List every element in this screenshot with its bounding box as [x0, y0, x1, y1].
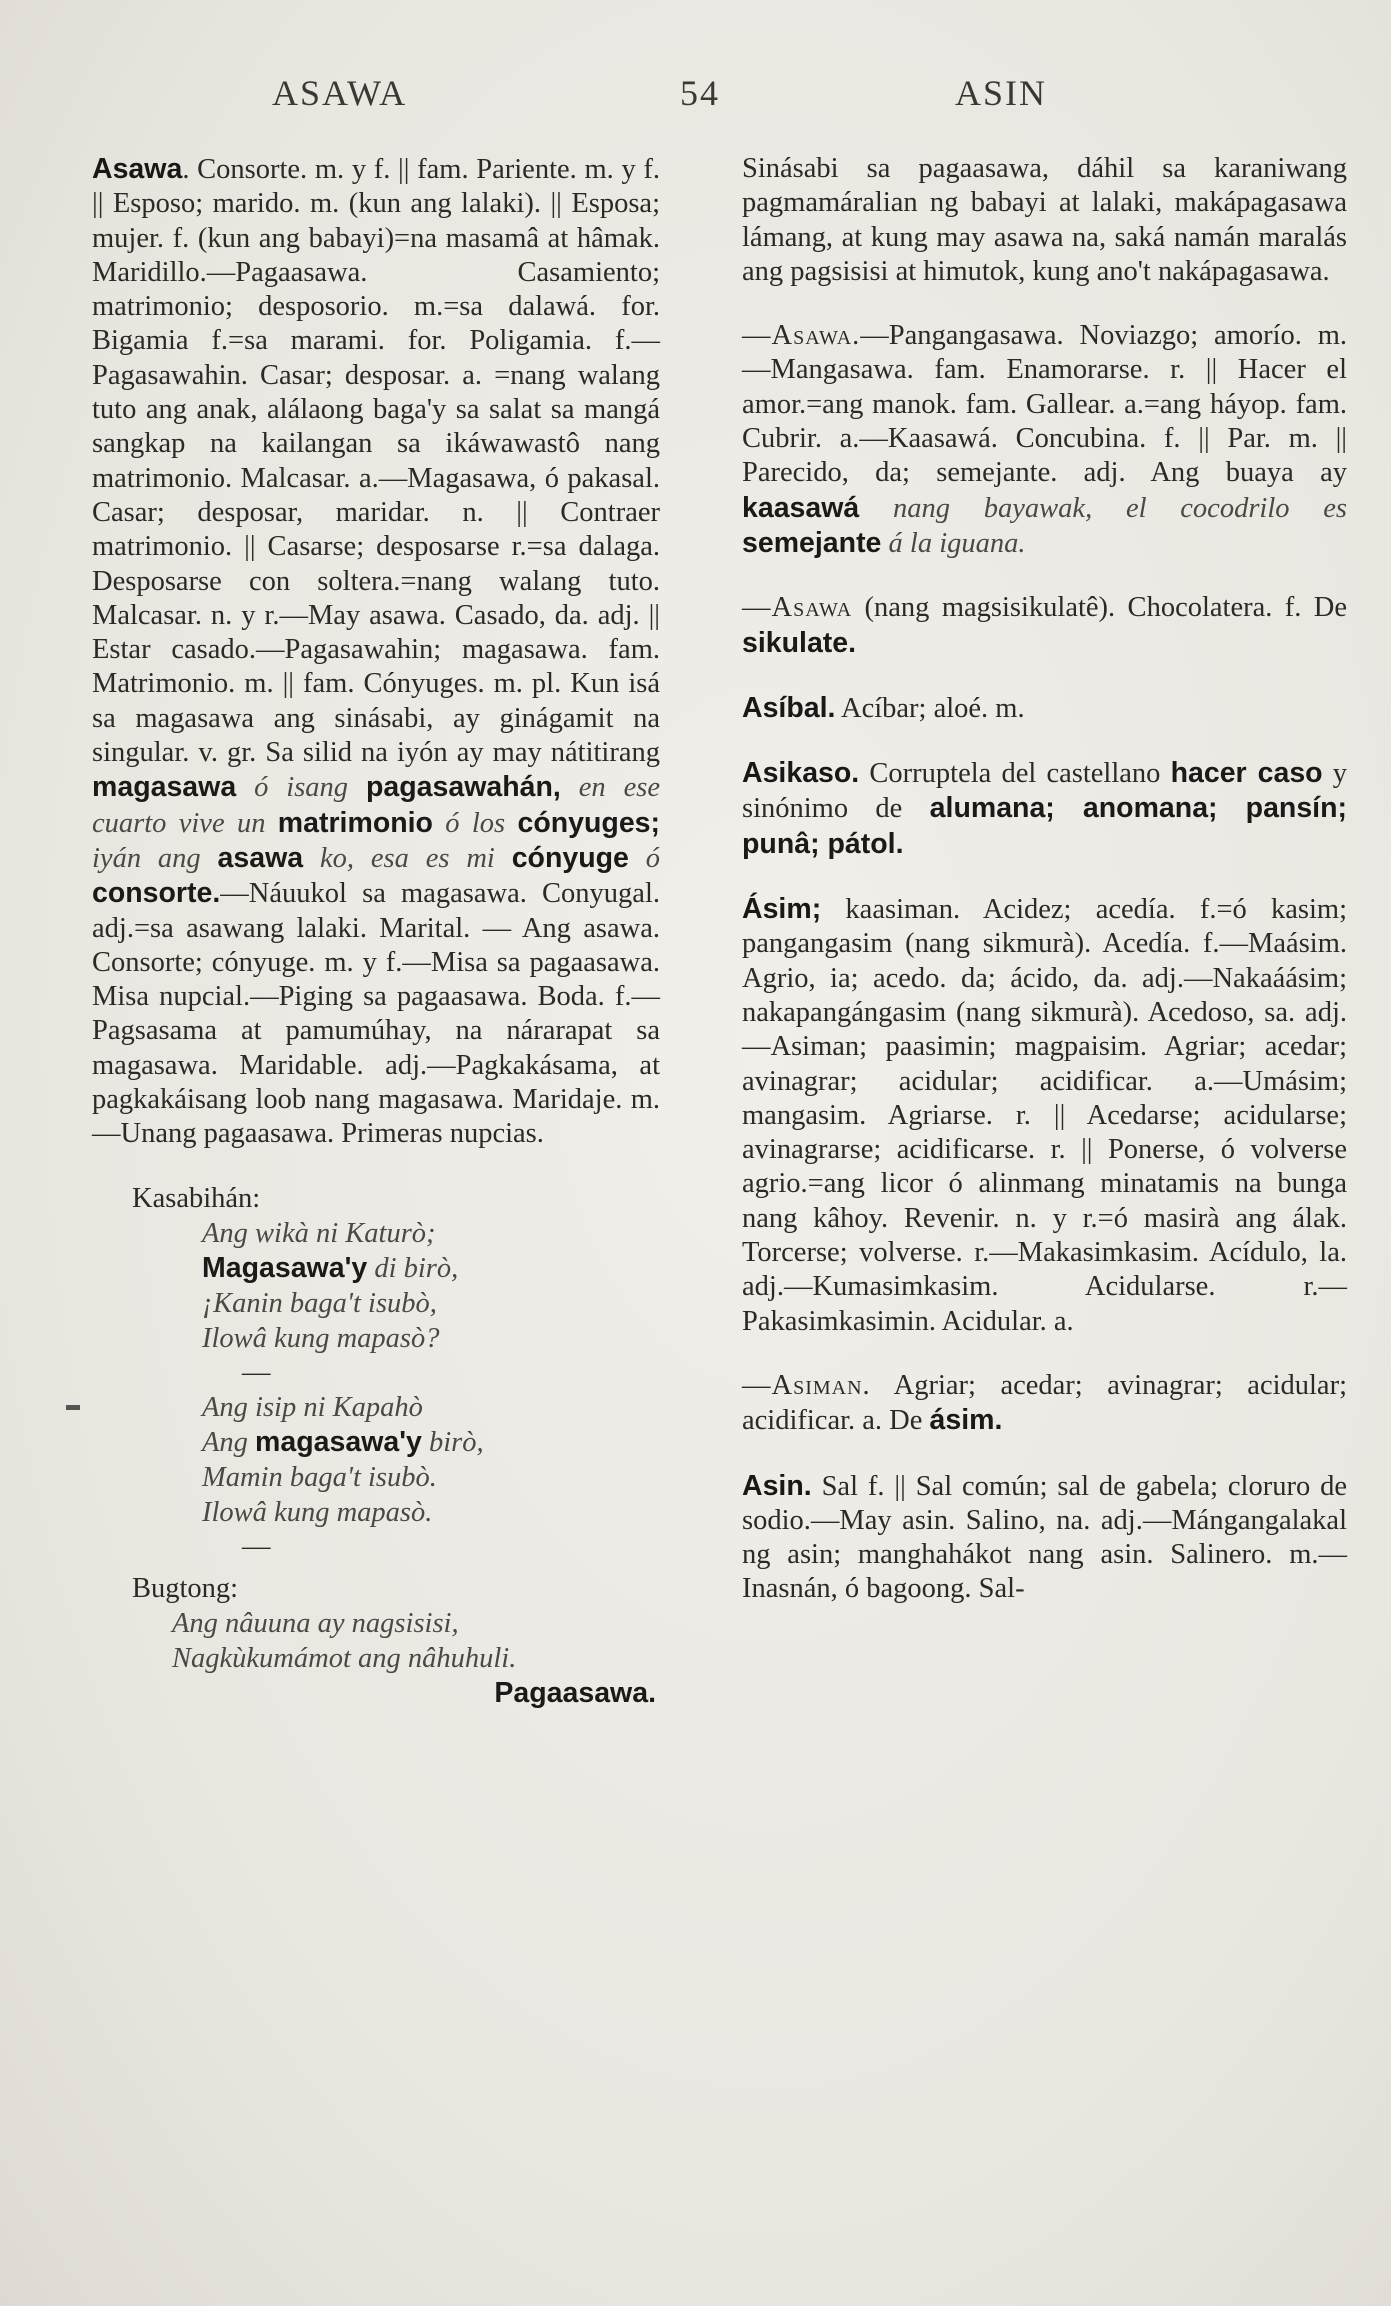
subentry-lead: —Asawa.: [742, 320, 861, 352]
entry-text: kaasiman. Acidez; acedía. f.=ó kasim; pangangasim (nang sikmurà). Acedía. f.—Maásim. Agrio, ia; acedo. da; ácido, da. adj.—Nakaáásim; nakapangángasim (nang sikmurà). Acedoso, sa. adj.—Asiman; paasimin; magpaisim. Agriar; acedar; avinagrar; acidular; acidificar. a.—Umásim; mangasim. Agriarse. r. || Acedarse; acidularse; avinagrarse; acidificarse. r. || Ponerse, ó volverse agrio.=ang licor ó alinmang minatamis na bunga nang kâhoy. Revenir. n. y r.=ó masirà ang álak. Torcerse; volverse. r.—Makasimkasim. Acídulo, la. adj.—Kumasimkasim. Acidularse. r.—Pakasimkasimin. Acidular. a.: [742, 894, 1347, 1337]
entry-text: y sinónimo de: [742, 758, 1348, 825]
bold-term: matrimonio: [277, 806, 433, 839]
running-head: [0, 62, 1391, 122]
headword-asin: Asin.: [742, 1469, 812, 1502]
verse-text: Ang: [202, 1426, 256, 1458]
entry-text: —Náuukol sa magasawa. Conyugal. adj.=sa asawang lalaki. Marital. — Ang asawa. Consorte; cónyuge. m. y f.—Misa sa pagaasawa. Misa nupcial.—Piging sa pagaasawa. Boda. f.—Pagsasama at pamumúhay, na nárarapat sa magasawa. Maridable. adj.—Pagkakásama, at pagkakáisang loob nang magasawa. Maridaje. m.—Unang pagaasawa. Primeras nupcias.: [92, 878, 660, 1150]
subentry-lead: —Asawa: [742, 592, 853, 624]
headword-asawa: Asawa: [92, 153, 183, 185]
bold-term: cónyuges;: [517, 806, 661, 839]
bold-term: asawa: [217, 841, 304, 874]
entry-asim: [742, 892, 1347, 1339]
verse-line: Ang wikà ni Katurò;: [202, 1217, 436, 1249]
bugtong-label: Bugtong:: [132, 1572, 239, 1604]
verse-line: Ilowâ kung mapasò?: [202, 1322, 440, 1354]
riddle-answer: [172, 1676, 660, 1711]
entry-asin: [742, 1469, 1347, 1607]
bold-term: Pagaasawa.: [494, 1677, 656, 1710]
page-number: 54: [680, 73, 720, 113]
subentry-asiman: [742, 1369, 1347, 1439]
bold-term: kaasawá: [742, 491, 860, 524]
header-left-word: ASAWA: [272, 73, 408, 113]
headword-asim: Ásim;: [742, 893, 822, 926]
subentry-lead: —Asiman.: [742, 1369, 871, 1401]
kasabihan-verse: [202, 1216, 660, 1356]
bold-term: sikulate.: [742, 626, 857, 659]
subentry-asawa-2: [742, 591, 1347, 661]
bugtong-verse: [172, 1606, 660, 1711]
headword-asikaso: Asikaso.: [742, 757, 860, 790]
bold-term: hacer caso: [1170, 757, 1323, 790]
verse-line: [202, 1251, 660, 1286]
verse-separator: —: [242, 1356, 271, 1388]
verse-line: Nagkùkumámot ang nâhuhuli.: [172, 1643, 517, 1675]
verse-line: Mamin baga't isubò.: [202, 1461, 437, 1493]
bold-term: cónyuge: [511, 841, 629, 874]
bold-term: ásim.: [929, 1404, 1003, 1437]
entry-text: Corruptela del castellano: [859, 758, 1171, 790]
bold-term: semejante: [742, 526, 882, 559]
header-right-word: ASIN: [955, 73, 1048, 113]
entry-text: ó isang: [236, 772, 366, 804]
verse-line: [202, 1425, 660, 1460]
entry-text: á la iguana.: [881, 527, 1026, 559]
kasabihan-verse-2: [202, 1390, 660, 1530]
verse-line: ¡Kanin baga't isubò,: [202, 1287, 437, 1319]
margin-dash-mark: [66, 1405, 80, 1410]
headword-asibal: Asíbal.: [742, 691, 836, 724]
entry-text: nang bayawak, el cocodrilo es: [859, 492, 1347, 524]
entry-asikaso: [742, 756, 1347, 862]
entry-asawa: [92, 152, 660, 1152]
verse-text: di birò,: [367, 1252, 459, 1284]
verse-text: birò,: [421, 1426, 484, 1458]
bold-term: magasawa'y: [255, 1425, 422, 1458]
entry-text: Agriar; acedar; avinagrar; acidular; acidificar. a. De: [742, 1369, 1347, 1437]
asawa-continuation: Sinásabi sa pagaasawa, dáhil sa karaniwang pagmamáralian ng babayi at lalaki, makápagasawa lámang, at kung may asawa na, saká namán maralás ang pagsisisi at himutok, kung ano't nakápagasawa.: [742, 153, 1347, 287]
entry-text: ó: [628, 842, 661, 874]
bold-term: Magasawa'y: [202, 1251, 368, 1284]
kasabihan-label: Kasabihán:: [132, 1182, 261, 1214]
entry-text: . Consorte. m. y f. || fam. Pariente. m. y f. || Esposo; marido. m. (kun ang lalaki). || Esposa; mujer. f. (kun ang babayi)=na masamâ at hâmak. Maridillo.—Pagaasawa. Casamiento; matrimonio; desposorio. m.=sa dalawá. for. Bigamia f.=sa marami. for. Poligamia. f.—Pagasawahin. Casar; desposar. a. =nang walang tuto ang anak, alálaong baga'y sa salat sa mangá sangkap na kailangan sa ikáwawastô nang matrimonio. Malcasar. a.—Magasawa, ó pakasal. Casar; desposar, maridar. n. || Contraer matrimonio. || Casarse; desposarse r.=sa dalaga. Desposarse con soltera.=nang walang tuto. Malcasar. n. y r.—May asawa. Casado, da. adj. || Estar casado.—Pagasawahin; magasawa. fam. Matrimonio. m. || fam. Cónyuges. m. pl. Kun isá sa magasawa ang sinásabi, ay ginágamit na singular. v. gr. Sa silid na iyón ay may nátitirang: [92, 154, 660, 769]
entry-text: en ese cuarto vive un: [92, 772, 660, 839]
subentry-asawa-1: [742, 319, 1347, 561]
entry-asibal: [742, 691, 1347, 726]
bold-term: alumana; anomana; pansín; punâ; pátol.: [742, 792, 1347, 860]
bold-term: pagasawahán,: [366, 771, 561, 804]
entry-text: ko, esa es mi: [303, 842, 512, 874]
verse-line: Ang isip ni Kapahò: [202, 1391, 423, 1423]
verse-separator: —: [242, 1530, 271, 1562]
bold-term: consorte.: [92, 877, 221, 910]
verse-line: Ilowâ kung mapasò.: [202, 1496, 433, 1528]
entry-text: Sal f. || Sal común; sal de gabela; cloruro de sodio.—May asin. Salino, na. adj.—Mángangalakal ng asin; manghahákot nang asin. Salinero. m.—Inasnán, ó bagoong. Sal-: [742, 1470, 1347, 1605]
left-column: [92, 152, 660, 1711]
verse-line: Ang nâuuna ay nagsisisi,: [172, 1608, 459, 1640]
bold-term: magasawa: [92, 771, 237, 804]
entry-text: Acíbar; aloé. m.: [835, 692, 1025, 724]
entry-text: —Pangangasawa. Noviazgo; amorío. m.—Mangasawa. fam. Enamorarse. r. || Hacer el amor.=ang manok. fam. Gallear. a.=ang háyop. fam. Cubrir. a.—Kaasawá. Concubina. f. || Par. m. || Parecido, da; semejante. adj. Ang buaya ay: [742, 320, 1347, 489]
right-column: [742, 152, 1347, 1607]
entry-text: ó los: [432, 807, 518, 839]
entry-text: iyán ang: [92, 842, 218, 874]
entry-text: (nang magsisikulatê). Chocolatera. f. De: [852, 592, 1347, 624]
